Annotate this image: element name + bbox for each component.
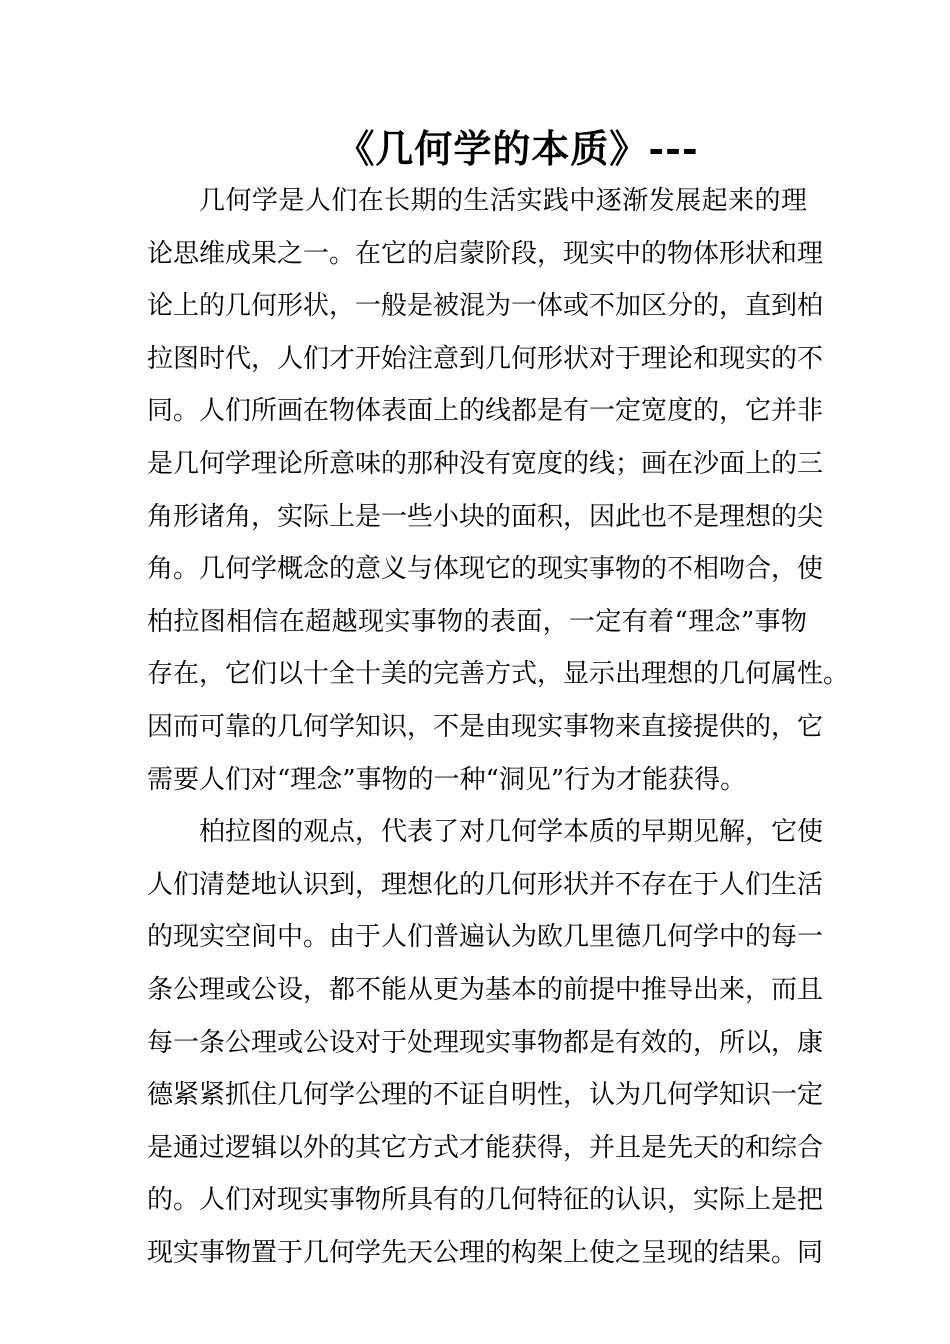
text-line: 拉图时代，人们才开始注意到几何形状对于理论和现实的不 [147,343,824,374]
paragraph-2 [147,806,824,1279]
text-line: 的现实空间中。由于人们普遍认为欧几里德几何学中的每一 [147,922,824,953]
document-body [147,175,850,1279]
paragraph-1 [147,175,850,806]
text-line: 论上的几何形状，一般是被混为一体或不加区分的，直到柏 [147,291,824,322]
text-line: 角形诸角，实际上是一些小块的面积，因此也不是理想的尖 [147,501,824,532]
text-line: 每一条公理或公设对于处理现实事物都是有效的，所以，康 [147,1027,824,1058]
text-line: 是通过逻辑以外的其它方式才能获得，并且是先天的和综合 [147,1132,824,1163]
text-line: 人们清楚地认识到，理想化的几何形状并不存在于人们生活 [147,869,824,900]
text-line: 需要人们对“理念”事物的一种“洞见”行为才能获得。 [147,764,747,795]
text-line: 同。人们所画在物体表面上的线都是有一定宽度的，它并非 [147,396,824,427]
text-line: 几何学是人们在长期的生活实践中逐渐发展起来的理 [199,186,807,216]
text-line: 的。人们对现实事物所具有的几何特征的认识，实际上是把 [147,1185,824,1216]
text-line: 因而可靠的几何学知识，不是由现实事物来直接提供的，它 [147,711,824,742]
text-line: 存在，它们以十全十美的完善方式，显示出理想的几何属性。 [147,659,850,690]
text-line: 条公理或公设，都不能从更为基本的前提中推导出来，而且 [147,974,824,1005]
text-line: 是几何学理论所意味的那种没有宽度的线；画在沙面上的三 [147,448,824,479]
text-line: 柏拉图相信在超越现实事物的表面，一定有着“理念”事物 [147,606,807,637]
text-line: 现实事物置于几何学先天公理的构架上使之呈现的结果。同 [147,1237,824,1268]
text-line: 柏拉图的观点，代表了对几何学本质的早期见解，它使 [199,817,824,848]
text-line: 论思维成果之一。在它的启蒙阶段，现实中的物体形状和理 [147,238,824,269]
text-line: 德紧紧抓住几何学公理的不证自明性，认为几何学知识一定 [147,1080,824,1111]
text-line: 角。几何学概念的意义与体现它的现实事物的不相吻合，使 [147,554,824,585]
document-title: 《几何学的本质》--- [336,126,699,171]
